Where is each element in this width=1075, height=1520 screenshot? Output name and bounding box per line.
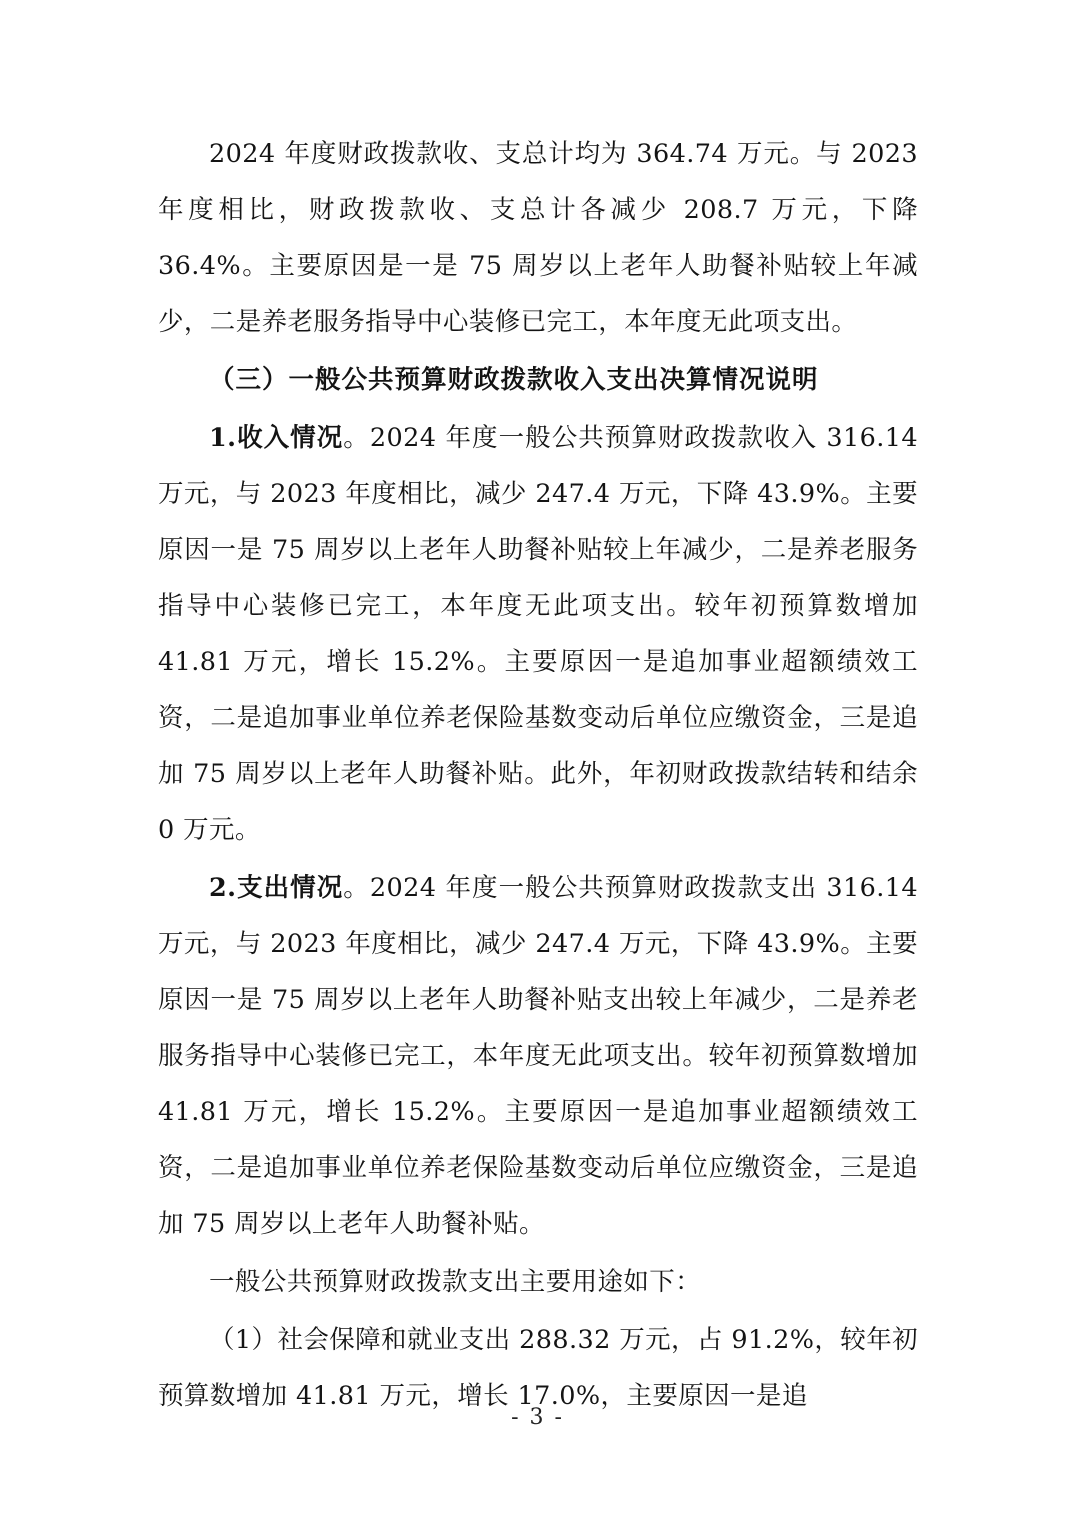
paragraph-financial-allocation-total: 2024 年度财政拨款收、支总计均为 364.74 万元。与 2023 年度相比，财政拨款收、支总计各减少 208.7 万元，下降 36.4%。主要原因是一是 75 周岁以上老年人助餐补贴较上年减少，二是养老服务指导中心装修已完工，本年度无此项支出。: [158, 139, 918, 337]
section-heading-general-public-budget: （三）一般公共预算财政拨款收入支出决算情况说明: [209, 365, 819, 395]
document-body: [158, 126, 918, 1426]
paragraph-income-situation-text: 。2024 年度一般公共预算财政拨款收入 316.14 万元，与 2023 年度相比，减少 247.4 万元，下降 43.9%。主要原因一是 75 周岁以上老年人助餐补贴较上年减少，二是养老服务指导中心装修已完工，本年度无此项支出。较年初预算数增加 41.81 万元，增长 15.2%。主要原因一是追加事业超额绩效工资，二是追加事业单位养老保险基数变动后单位应缴资金，三是追加 75 周岁以上老年人助餐补贴。此外，年初财政拨款结转和结余 0 万元。: [158, 423, 918, 845]
paragraph-expenditure-situation-text: 。2024 年度一般公共预算财政拨款支出 316.14 万元，与 2023 年度相比，减少 247.4 万元，下降 43.9%。主要原因一是 75 周岁以上老年人助餐补贴支出较上年减少，二是养老服务指导中心装修已完工，本年度无此项支出。较年初预算数增加 41.81 万元，增长 15.2%。主要原因一是追加事业超额绩效工资，二是追加事业单位养老保险基数变动后单位应缴资金，三是追加 75 周岁以上老年人助餐补贴。: [158, 873, 918, 1239]
paragraph-income-situation: [158, 410, 918, 858]
paragraph-expenditure-situation-lead: 2.支出情况: [209, 873, 344, 903]
paragraph-main-uses-intro: 一般公共预算财政拨款支出主要用途如下：: [209, 1267, 702, 1297]
paragraph-expenditure-situation: [158, 860, 918, 1252]
page-number: - 3 -: [511, 1405, 564, 1430]
paragraph-income-situation-lead: 1.收入情况: [209, 423, 344, 453]
paragraph-item-social-security: （1）社会保障和就业支出 288.32 万元，占 91.2%，较年初预算数增加 41.81 万元，增长 17.0%，主要原因一是追: [158, 1325, 918, 1411]
